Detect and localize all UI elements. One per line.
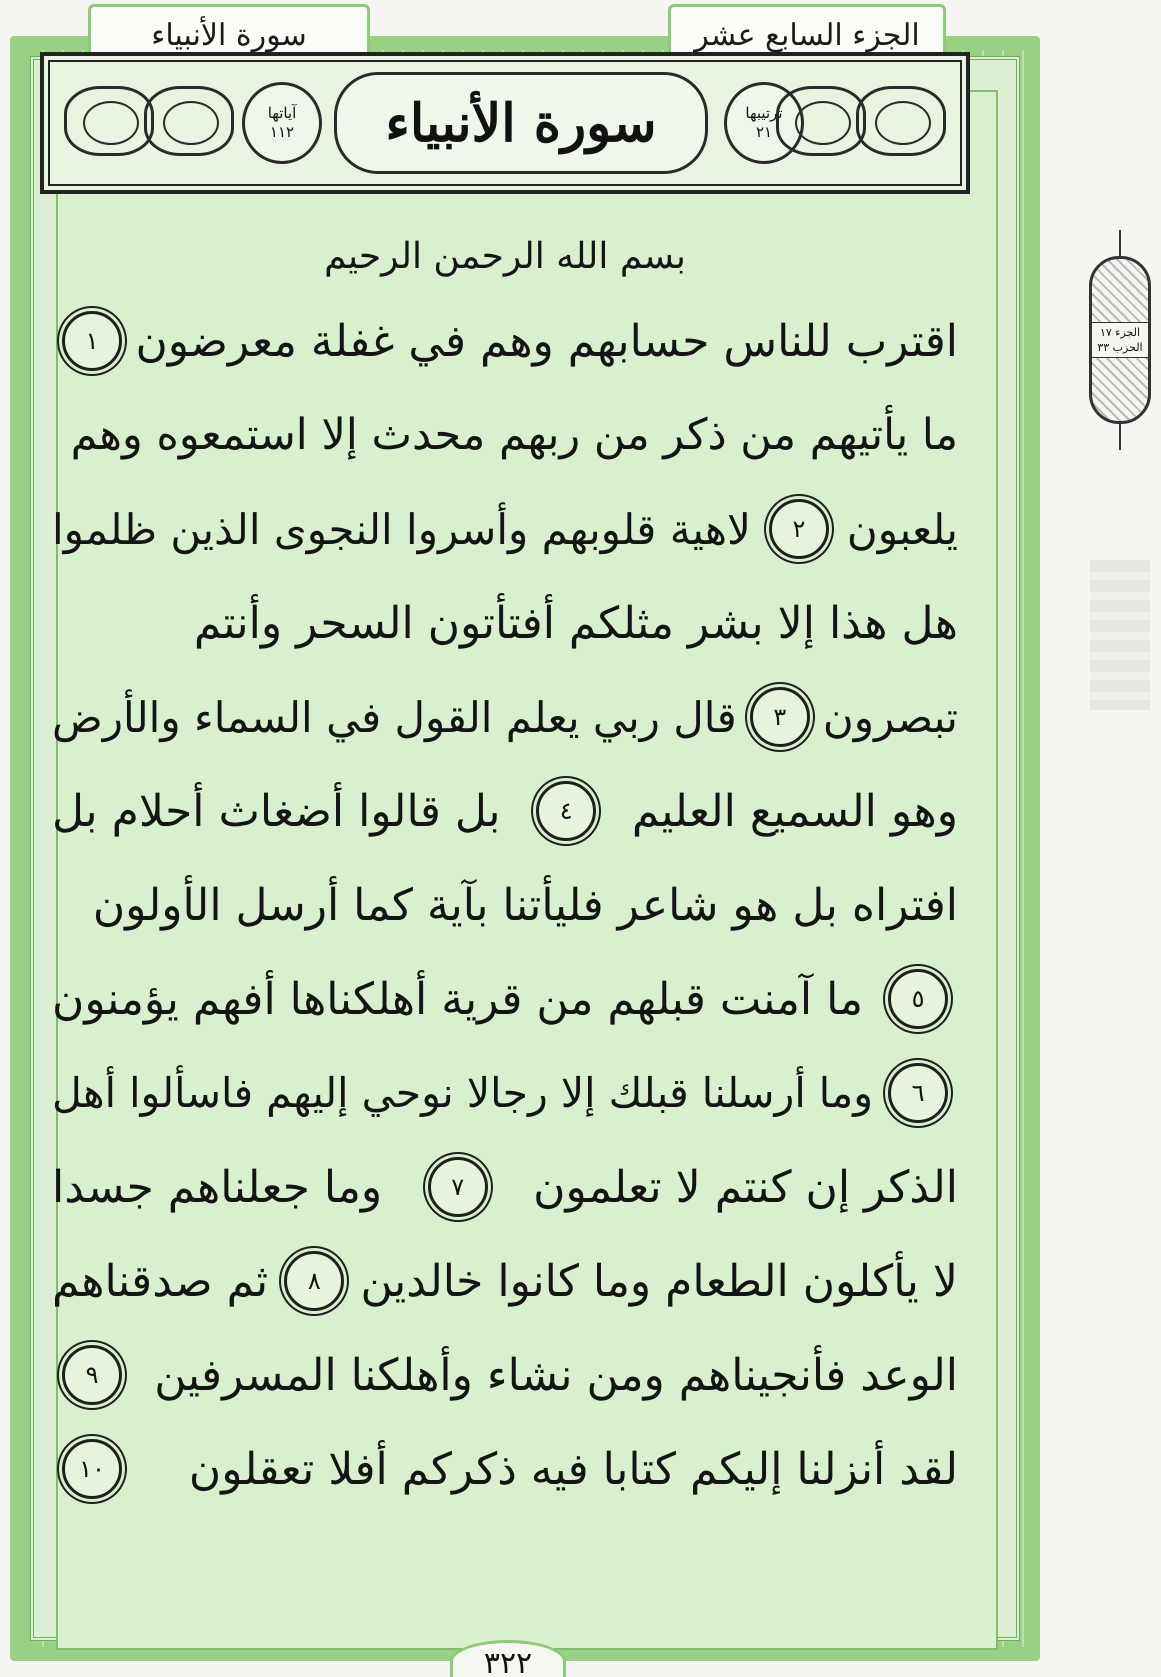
basmala: بسم الله الرحمن الرحيم (324, 236, 686, 277)
verse-text: لقد أنزلنا إليكم كتابا فيه ذكركم أفلا تعقلون (188, 1443, 958, 1495)
header-surah-label: سورة الأنبياء (151, 17, 307, 53)
surah-title-banner (40, 52, 970, 194)
knot-ornament-icon (856, 86, 946, 156)
verse-line (52, 858, 958, 952)
verse-text: لاهية قلوبهم وأسروا النجوى الذين ظلموا (52, 504, 751, 554)
verse-count-label: آياتها (267, 103, 297, 122)
ayah-number-marker: ٩ (62, 1345, 122, 1405)
verse-count-cartouche (242, 82, 322, 164)
verse-line (52, 1140, 958, 1234)
verse-line (52, 388, 958, 482)
verse-line (52, 1234, 958, 1328)
ayah-number-marker: ٨ (284, 1251, 344, 1311)
verse-text: الوعد فأنجيناهم ومن نشاء وأهلكنا المسرفين (154, 1349, 958, 1401)
verse-line (52, 952, 958, 1046)
surah-order-value: ٢١ (755, 123, 773, 141)
knot-ornament-icon (144, 86, 234, 156)
verse-text: ما يأتيهم من ذكر من ربهم محدث إلا استمعوه وهم (70, 410, 958, 460)
verse-line (52, 576, 958, 670)
verse-text: قال ربي يعلم القول في السماء والأرض (52, 692, 737, 742)
verse-line (52, 1422, 958, 1516)
verse-line (52, 1046, 958, 1140)
verse-line (52, 670, 958, 764)
verse-text: الذكر إن كنتم لا تعلمون (533, 1161, 958, 1213)
ayah-number-marker: ١ (62, 311, 122, 371)
ayah-number-marker: ٧ (428, 1157, 488, 1217)
verse-text: ثم صدقناهم (52, 1255, 269, 1307)
verse-text: افتراه بل هو شاعر فليأتنا بآية كما أرسل الأولون (92, 879, 958, 931)
verse-line (52, 764, 958, 858)
knot-ornament-icon (776, 86, 866, 156)
verse-text: وما جعلناهم جسدا (52, 1161, 383, 1213)
verse-text: ما آمنت قبلهم من قرية أهلكناها أفهم يؤمنون (52, 973, 864, 1025)
verse-text: لا يأكلون الطعام وما كانوا خالدين (360, 1255, 958, 1307)
ayah-number-marker: ٣ (750, 687, 810, 747)
knot-ornament-icon (64, 86, 154, 156)
hizb-number-label: الحزب ٣٣ (1097, 341, 1143, 354)
verse-line (52, 1328, 958, 1422)
verse-text: وما أرسلنا قبلك إلا رجالا نوحي إليهم فاسألوا أهل (52, 1069, 874, 1117)
ayah-number-marker: ٢ (769, 499, 829, 559)
verse-count-value: ١١٢ (269, 123, 295, 141)
juz-hizb-label-box (1091, 322, 1149, 359)
verse-lines (52, 294, 958, 1516)
verse-text: اقترب للناس حسابهم وهم في غفلة معرضون (135, 315, 958, 367)
verse-line (52, 482, 958, 576)
verse-text: يلعبون (846, 504, 958, 554)
page-number-text: ٣٢٢ (483, 1645, 533, 1677)
header-juz-label: الجزء السابع عشر (694, 17, 920, 53)
verse-text: بل قالوا أضغاث أحلام بل (52, 785, 501, 837)
verse-text: تبصرون (822, 692, 958, 742)
medallion-stem (1119, 230, 1121, 256)
surah-order-label: ترتيبها (745, 103, 783, 122)
page-number (450, 1640, 566, 1677)
surah-title-text: سورة الأنبياء (385, 92, 657, 154)
juz-hizb-medallion (1084, 230, 1156, 458)
verse-text: وهو السميع العليم (631, 785, 958, 837)
next-page-bleed (1090, 560, 1150, 710)
ayah-number-marker: ٦ (888, 1063, 948, 1123)
verse-text: هل هذا إلا بشر مثلكم أفتأتون السحر وأنتم (193, 597, 958, 649)
juz-number-label: الجزء ١٧ (1099, 325, 1141, 339)
ayah-number-marker: ١٠ (62, 1439, 122, 1499)
ayah-number-marker: ٤ (536, 781, 596, 841)
surah-title (334, 72, 708, 174)
ayah-number-marker: ٥ (888, 969, 948, 1029)
medallion-stem (1119, 424, 1121, 450)
verse-line (52, 294, 958, 388)
medallion-body (1089, 256, 1151, 424)
